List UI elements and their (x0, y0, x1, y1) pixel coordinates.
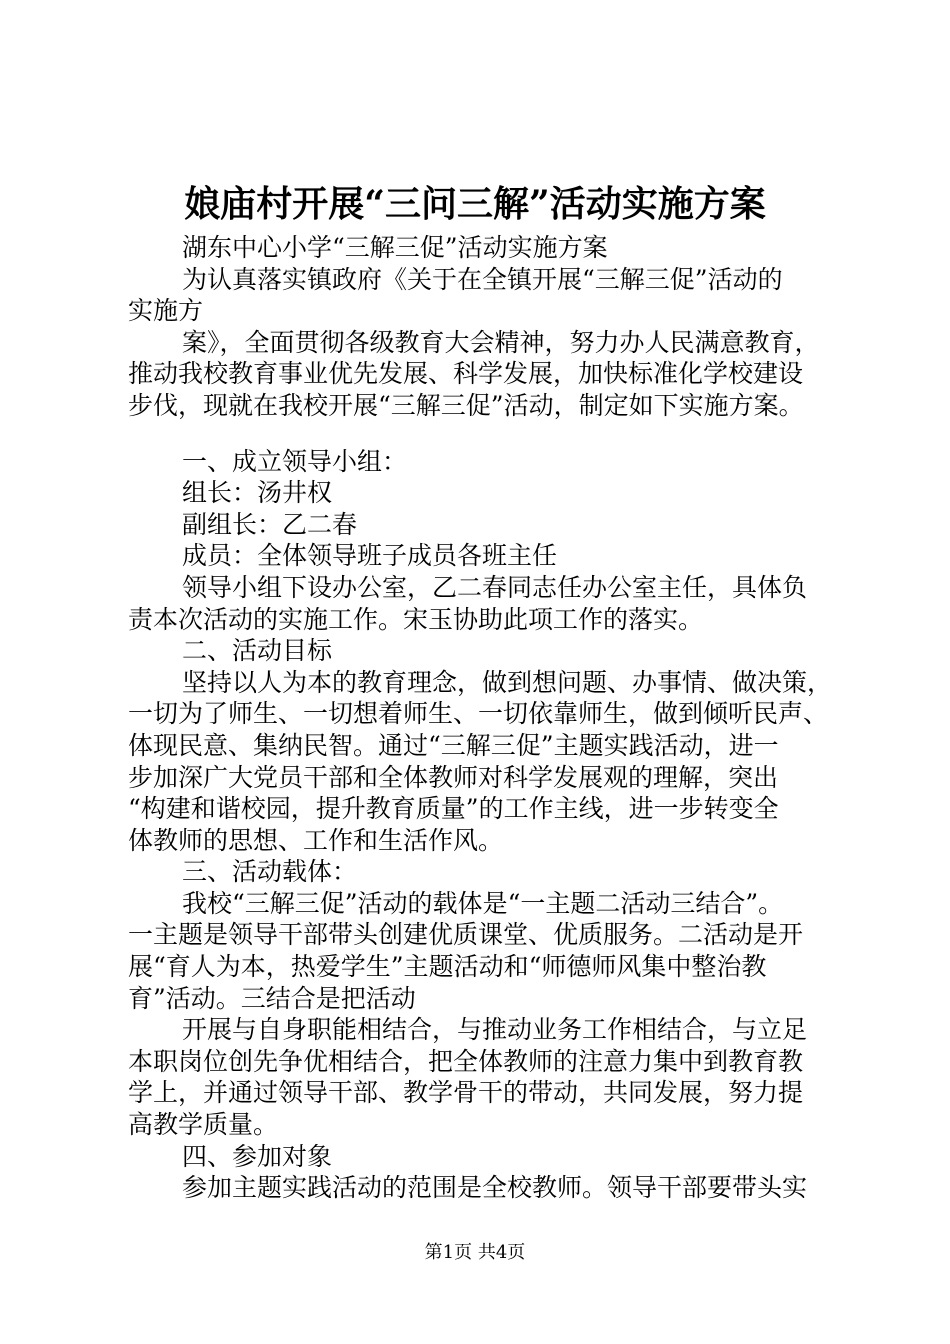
paragraph-line: 步伐，现就在我校开展“三解三促”活动，制定如下实施方案。 (128, 390, 804, 420)
paragraph-line: 开展与自身职能相结合，与推动业务工作相结合，与立足 (182, 1015, 808, 1045)
subtitle-line: 湖东中心小学“三解三促”活动实施方案 (182, 233, 608, 262)
paragraph-line: 本职岗位创先争优相结合，把全体教师的注意力集中到教育教 (128, 1046, 804, 1076)
paragraph-line: 领导小组下设办公室，乙二春同志任办公室主任，具体负 (182, 572, 808, 602)
paragraph-line: 学上，并通过领导干部、教学骨干的带动，共同发展，努力提 (128, 1078, 804, 1108)
paragraph-line: 一主题是领导干部带头创建优质课堂、优质服务。二活动是开 (128, 920, 804, 950)
blank-line (128, 422, 828, 446)
document-title: 娘庙村开展“三问三解”活动实施方案 (184, 183, 766, 225)
paragraph-line: 展“育人为本，热爱学生”主题活动和“师德师风集中整治教 (128, 952, 767, 982)
paragraph-line: 坚持以人为本的教育理念，做到想问题、办事情、做决策， (182, 667, 833, 697)
paragraph-line: 体教师的思想、工作和生活作风。 (128, 825, 504, 855)
paragraph-line: 体现民意、集纳民智。通过“三解三促”主题实践活动，进一 (128, 730, 779, 760)
section-heading: 一、成立领导小组： (182, 446, 408, 476)
section-heading: 三、活动载体： (182, 857, 358, 887)
document-body (128, 232, 833, 1204)
paragraph-line: 一切为了师生、一切想着师生、一切依靠师生，做到倾听民声、 (128, 699, 829, 729)
paragraph-line: 我校“三解三促”活动的载体是“一主题二活动三结合”。 (182, 888, 784, 918)
paragraph-line: 推动我校教育事业优先发展、科学发展，加快标准化学校建设 (128, 359, 804, 389)
paragraph-line: 为认真落实镇政府《关于在全镇开展“三解三促”活动的 (182, 264, 783, 294)
paragraph-line: 组长：汤井权 (182, 478, 333, 508)
paragraph-line: 副组长：乙二春 (182, 509, 358, 539)
paragraph-line: 参加主题实践活动的范围是全校教师。领导干部要带头实 (182, 1173, 808, 1203)
section-heading: 二、活动目标 (182, 636, 333, 666)
paragraph-line: 责本次活动的实施工作。宋玉协助此项工作的落实。 (128, 604, 704, 634)
paragraph-line: 实施方 (128, 296, 204, 326)
paragraph-line: 高教学质量。 (128, 1110, 279, 1140)
section-heading: 四、参加对象 (182, 1141, 333, 1171)
paragraph-line: 案》，全面贯彻各级教育大会精神，努力办人民满意教育， (182, 327, 820, 357)
paragraph-line: “构建和谐校园，提升教育质量”的工作主线，进一步转变全 (128, 794, 779, 824)
paragraph-line: 成员：全体领导班子成员各班主任 (182, 541, 558, 571)
paragraph-line: 步加深广大党员干部和全体教师对科学发展观的理解，突出 (128, 762, 779, 792)
page-number: 第1页 共4页 (424, 1242, 526, 1263)
paragraph-line: 育”活动。三结合是把活动 (128, 983, 416, 1013)
